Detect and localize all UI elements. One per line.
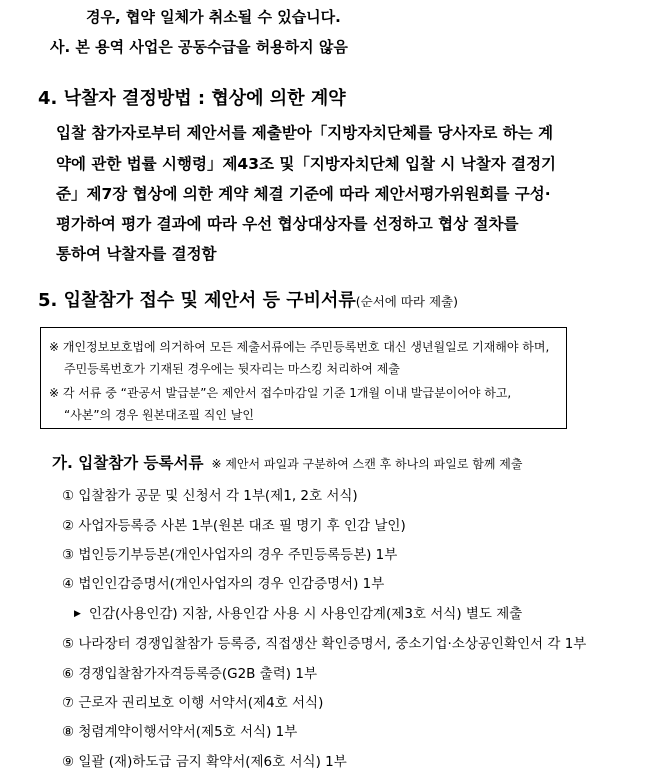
section-4-line-3: 준」제7장 협상에 의한 계약 체결 기준에 따라 제안서평가위원회를 구성· (56, 185, 551, 203)
notice-line-4: “사본”의 경우 원본대조필 직인 날인 (64, 408, 254, 422)
bullet-item (74, 602, 522, 622)
list-item: ⑥ 경쟁입찰참가자격등록증(G2B 출력) 1부 (62, 666, 317, 682)
bullet-item-text: 인감(사용인감) 지참, 사용인감 사용 시 사용인감계(제3호 서식) 별도 제출 (88, 606, 523, 622)
list-item: ② 사업자등록증 사본 1부(원본 대조 필 명기 후 인감 날인) (62, 518, 406, 534)
continuation-line: 경우, 협약 일체가 취소될 수 있습니다. (86, 8, 341, 26)
list-item: ⑤ 나라장터 경쟁입찰참가 등록증, 직접생산 확인증명서, 중소기업·소상공인확인서 각 1부 (62, 636, 587, 652)
notice-box (40, 327, 567, 429)
notice-line-2: 주민등록번호가 기재된 경우에는 뒷자리는 마스킹 처리하여 제출 (64, 362, 400, 376)
section-4-line-4: 평가하여 평가 결과에 따라 우선 협상대상자를 선정하고 협상 절차를 (56, 215, 519, 233)
subsection-ga-heading (52, 451, 522, 473)
notice-line-3: ※ 각 서류 중 “관공서 발급분”은 제안서 접수마감일 기준 1개월 이내 발급분이어야 하고, (49, 386, 512, 400)
section-4-title: 4. 낙찰자 결정방법 : 협상에 의한 계약 (38, 88, 346, 109)
list-item: ⑦ 근로자 권리보호 이행 서약서(제4호 서식) (62, 695, 324, 711)
notice-line-1: ※ 개인정보보호법에 의거하여 모든 제출서류에는 주민등록번호 대신 생년월일로 기재해야 하며, (49, 340, 550, 354)
section-5-title-text: 5. 입찰참가 접수 및 제안서 등 구비서류 (38, 290, 356, 311)
section-4-line-5: 통하여 낙찰자를 결정함 (56, 245, 217, 263)
section-4-line-1: 입찰 참가자로부터 제안서를 제출받아「지방자치단체를 당사자로 하는 계 (56, 124, 554, 142)
list-item: ④ 법인인감증명서(개인사업자의 경우 인감증명서) 1부 (62, 576, 385, 592)
list-item: ⑨ 일괄 (재)하도급 금지 확약서(제6호 서식) 1부 (62, 754, 347, 770)
section-4-line-2: 약에 관한 법률 시행령」제43조 및「지방자치단체 입찰 시 낙찰자 결정기 (56, 155, 557, 173)
section-5-subtitle: (순서에 따라 제출) (355, 294, 459, 309)
subsection-ga-note: ※ 제안서 파일과 구분하여 스캔 후 하나의 파일로 함께 제출 (211, 457, 523, 471)
subsection-ga-title: 가. 입찰참가 등록서류 (52, 454, 204, 472)
clause-sa: 사. 본 용역 사업은 공동수급을 허용하지 않음 (50, 38, 348, 56)
list-item: ③ 법인등기부등본(개인사업자의 경우 주민등록등본) 1부 (62, 547, 398, 563)
section-5-title (38, 286, 458, 312)
triangle-bullet-icon: ▶ (74, 609, 81, 619)
list-item: ⑧ 청렴계약이행서약서(제5호 서식) 1부 (62, 724, 298, 740)
list-item: ① 입찰참가 공문 및 신청서 각 1부(제1, 2호 서식) (62, 488, 358, 504)
